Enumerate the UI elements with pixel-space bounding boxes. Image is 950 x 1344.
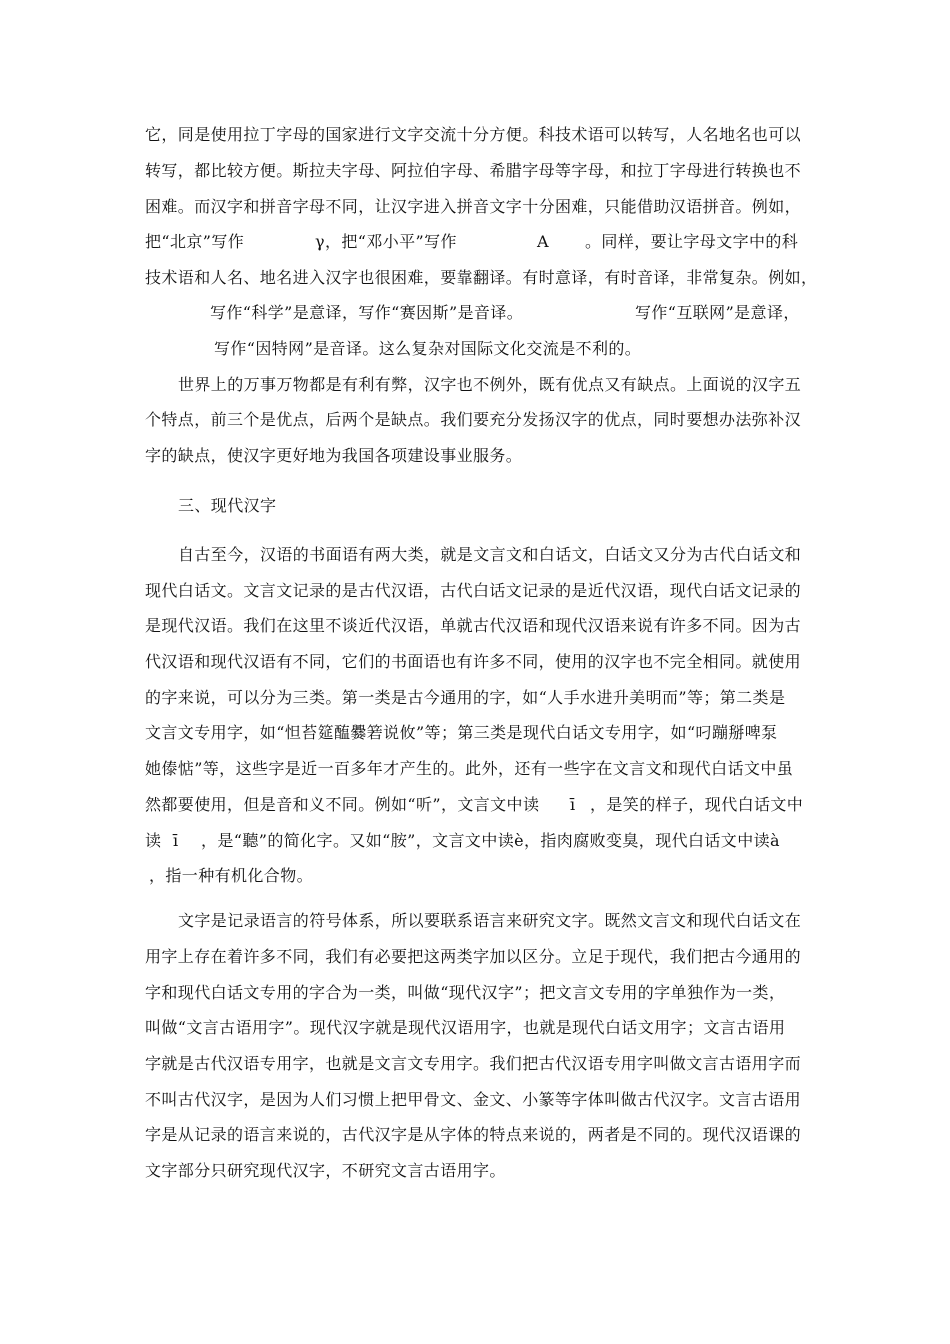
text-line: 技术语和人名、地名进入汉字也很困难，要靠翻译。有时意译，有时音译，非常复杂。例如，	[145, 268, 818, 287]
text-segment: 写作“科学”是意译，写作“赛因斯”是音译。	[210, 303, 524, 322]
text-line	[145, 232, 825, 252]
text-line: 自古至今，汉语的书面语有两大类，就是文言文和白话文，白话文又分为古代白话文和	[178, 545, 802, 564]
text-segment: ，是“聽”的简化字。又如“胺”，文言文中读è，指肉腐败变臭，现代白话文中读à	[201, 831, 780, 850]
text-line: 文字是记录语言的符号体系，所以要联系语言来研究文字。既然文言文和现代白话文在	[178, 911, 802, 930]
text-line	[145, 831, 825, 851]
text-segment: ，是笑的样子，现代白话文中	[590, 795, 804, 814]
text-line	[145, 303, 825, 323]
text-line: 叫做“文言古语用字”。现代汉字就是现代汉语用字，也就是现代白话文用字；文言古语用	[145, 1018, 786, 1037]
text-line: 文言文专用字，如“怛苔筵醢爨箬说攸”等；第三类是现代白话文专用字，如“叼蹦掰啤泵	[145, 723, 778, 742]
text-segment: 写作“互联网”是意译，	[635, 303, 800, 322]
text-line: 字就是古代汉语专用字，也就是文言文专用字。我们把古代汉语专用字叫做文言古语用字而	[145, 1054, 802, 1073]
text-line: 不叫古代汉字，是因为人们习惯上把甲骨文、金文、小篆等字体叫做古代汉字。文言古语用	[145, 1090, 802, 1109]
text-segment: ī	[570, 795, 576, 814]
text-line: 世界上的万事万物都是有利有弊，汉字也不例外，既有优点又有缺点。上面说的汉字五	[178, 375, 802, 394]
text-line: 用字上存在着许多不同，我们有必要把这两类字加以区分。立足于现代，我们把古今通用的	[145, 947, 802, 966]
text-line: 文字部分只研究现代汉字，不研究文言古语用字。	[145, 1161, 506, 1180]
text-segment: 把“北京”写作	[145, 232, 245, 251]
text-segment: 。同样，要让字母文字中的科	[585, 232, 799, 251]
text-segment: ī	[173, 831, 179, 850]
text-line: 现代白话文。文言文记录的是古代汉语，古代白话文记录的是近代汉语，现代白话文记录的	[145, 581, 802, 600]
text-line: ，指一种有机化合物。	[149, 866, 314, 885]
text-line: 字的缺点，使汉字更好地为我国各项建设事业服务。	[145, 446, 523, 465]
text-line: 个特点，前三个是优点，后两个是缺点。我们要充分发扬汉字的优点，同时要想办法弥补汉	[145, 410, 802, 429]
text-line: 她傣惦”等，这些字是近一百多年才产生的。此外，还有一些字在文言文和现代白话文中虽	[145, 759, 794, 778]
text-segment: 然都要使用，但是音和义不同。例如“听”，文言文中读	[145, 795, 540, 814]
text-line: 困难。而汉字和拼音字母不同，让汉字进入拼音文字十分困难，只能借助汉语拼音。例如，	[145, 197, 802, 216]
text-line: 字是从记录的语言来说的，古代汉字是从字体的特点来说的，两者是不同的。现代汉语课的	[145, 1125, 802, 1144]
text-line: 转写，都比较方便。斯拉夫字母、阿拉伯字母、希腊字母等字母，和拉丁字母进行转换也不	[145, 161, 802, 180]
text-segment: γ，把“邓小平”写作	[315, 232, 457, 251]
text-line: 字和现代白话文专用的字合为一类，叫做“现代汉字”；把文言文专用的字单独作为一类，	[145, 983, 786, 1002]
text-line: 的字来说，可以分为三类。第一类是古今通用的字，如“人手水进升美明而”等；第二类是	[145, 688, 786, 707]
text-line	[145, 795, 825, 815]
text-segment: 读	[145, 831, 162, 850]
text-line: 是现代汉语。我们在这里不谈近代汉语，单就古代汉语和现代汉语来说有许多不同。因为古	[145, 616, 802, 635]
text-line: 它，同是使用拉丁字母的国家进行文字交流十分方便。科技术语可以转写，人名地名也可以	[145, 125, 802, 144]
text-line: 代汉语和现代汉语有不同，它们的书面语也有许多不同，使用的汉字也不完全相同。就使用	[145, 652, 802, 671]
text-segment: A	[537, 232, 549, 251]
section-heading: 三、现代汉字	[178, 496, 277, 515]
text-line: 写作“因特网”是音译。这么复杂对国际文化交流是不利的。	[214, 339, 642, 358]
